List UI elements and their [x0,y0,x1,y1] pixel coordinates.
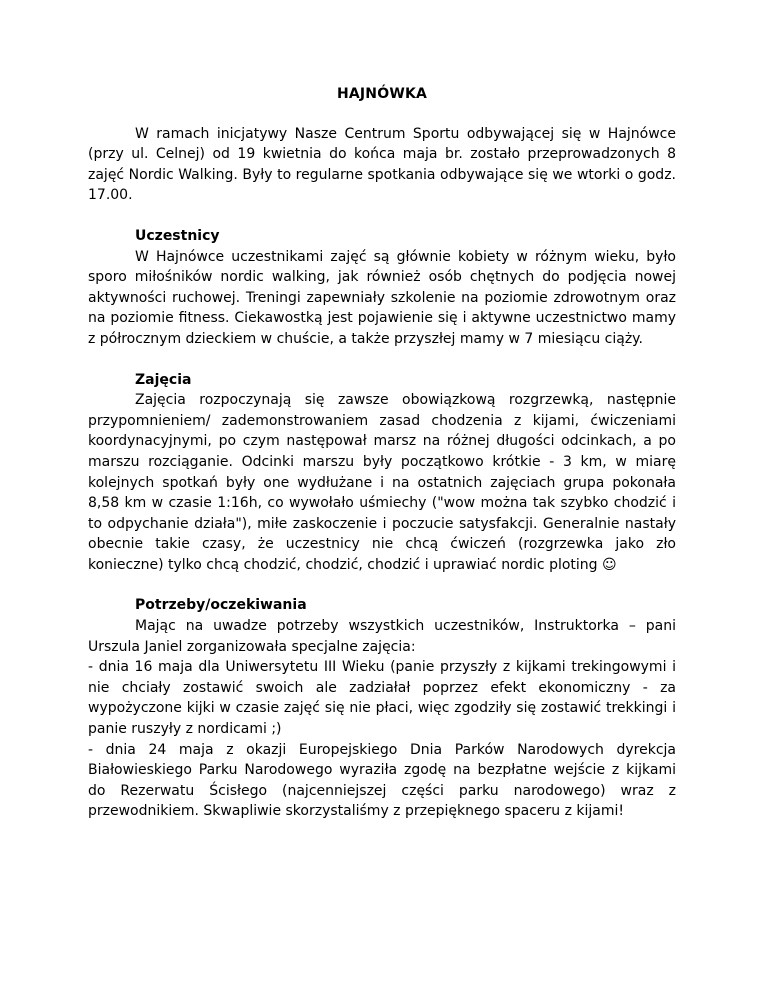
section-uczestnicy [88,226,676,350]
document-title: HAJNÓWKA [336,86,428,102]
document-page [88,84,676,822]
intro-paragraph: W ramach inicjatywy Nasze Centrum Sportu odbywającej się w Hajnówce (przy ul. Celnej) od 19 kwietnia do końca maja br. zostało przeprowadzonych 8 zajęć Nordic Walking. Były to regularne spotkania odbywające się we wtorki o godz. 17.00. [88,125,676,204]
section-zajecia [88,370,676,576]
section-paragraph: Mając na uwadze potrzeby wszystkich uczestników, Instruktorka – pani Urszula Janiel zorganizowała specjalne zajęcia: [88,618,676,655]
section-paragraph [88,390,676,575]
section-paragraph: W Hajnówce uczestnikami zajęć są głównie kobiety w różnym wieku, było sporo miłośników nordic walking, jak również osób chętnych do podjęcia nowej aktywności ruchowej. Treningi zapewniały szkolenie na poziomie zdrowotnym oraz na poziomie fitness. Ciekawostką jest pojawienie się i aktywne uczestnictwo mamy z półrocznym dzieckiem w chuście, a także przyszłej mamy w 7 miesiącu ciąży. [88,248,676,347]
smiley-icon: ☺ [602,556,617,573]
section-heading: Uczestnicy [135,227,220,244]
section-paragraph-text: Zajęcia rozpoczynają się zawsze obowiązkową rozgrzewką, następnie przypomnieniem/ zademonstrowaniem zasad chodzenia z kijami, ćwiczeniami koordynacyjnymi, po czym następował marsz na różnej długości odcinkach, a po marszu rozciąganie. Odcinki marszu były początkowo krótkie - 3 km, w miarę kolejnych spotkań były one wydłużane i na ostatnich zajęciach grupa pokonała 8,58 km w czasie 1:16h, co wywołało uśmiechy ("wow można tak szybko chodzić i to odpychanie działa"), miłe zaskoczenie i poczucie satysfakcji. Generalnie nastały obecnie takie czasy, że uczestnicy nie chcą ćwiczeń (rozgrzewka jako zło konieczne) tylko chcą chodzić, chodzić, chodzić i uprawiać nordic ploting [88,392,676,573]
section-heading: Potrzeby/oczekiwania [135,597,307,614]
list-item: - dnia 24 maja z okazji Europejskiego Dnia Parków Narodowych dyrekcja Białowieskiego Parku Narodowego wyraziła zgodę na bezpłatne wejście z kijkami do Rezerwatu Ścisłego (najcenniejszej części parku narodowego) wraz z przewodnikiem. Skwapliwie skorzystaliśmy z przepięknego spaceru z kijami! [88,741,676,820]
section-potrzeby [88,595,676,822]
section-heading: Zajęcia [135,371,192,388]
list-item: - dnia 16 maja dla Uniwersytetu III Wieku (panie przyszły z kijkami trekingowymi i nie chciały zostawić swoich ale zadziałał poprzez efekt ekonomiczny - za wypożyczone kijki w czasie zajęć się nie płaci, więc zgodziły się zostawić trekkingi i panie ruszyły z nordicami ;) [88,659,676,738]
